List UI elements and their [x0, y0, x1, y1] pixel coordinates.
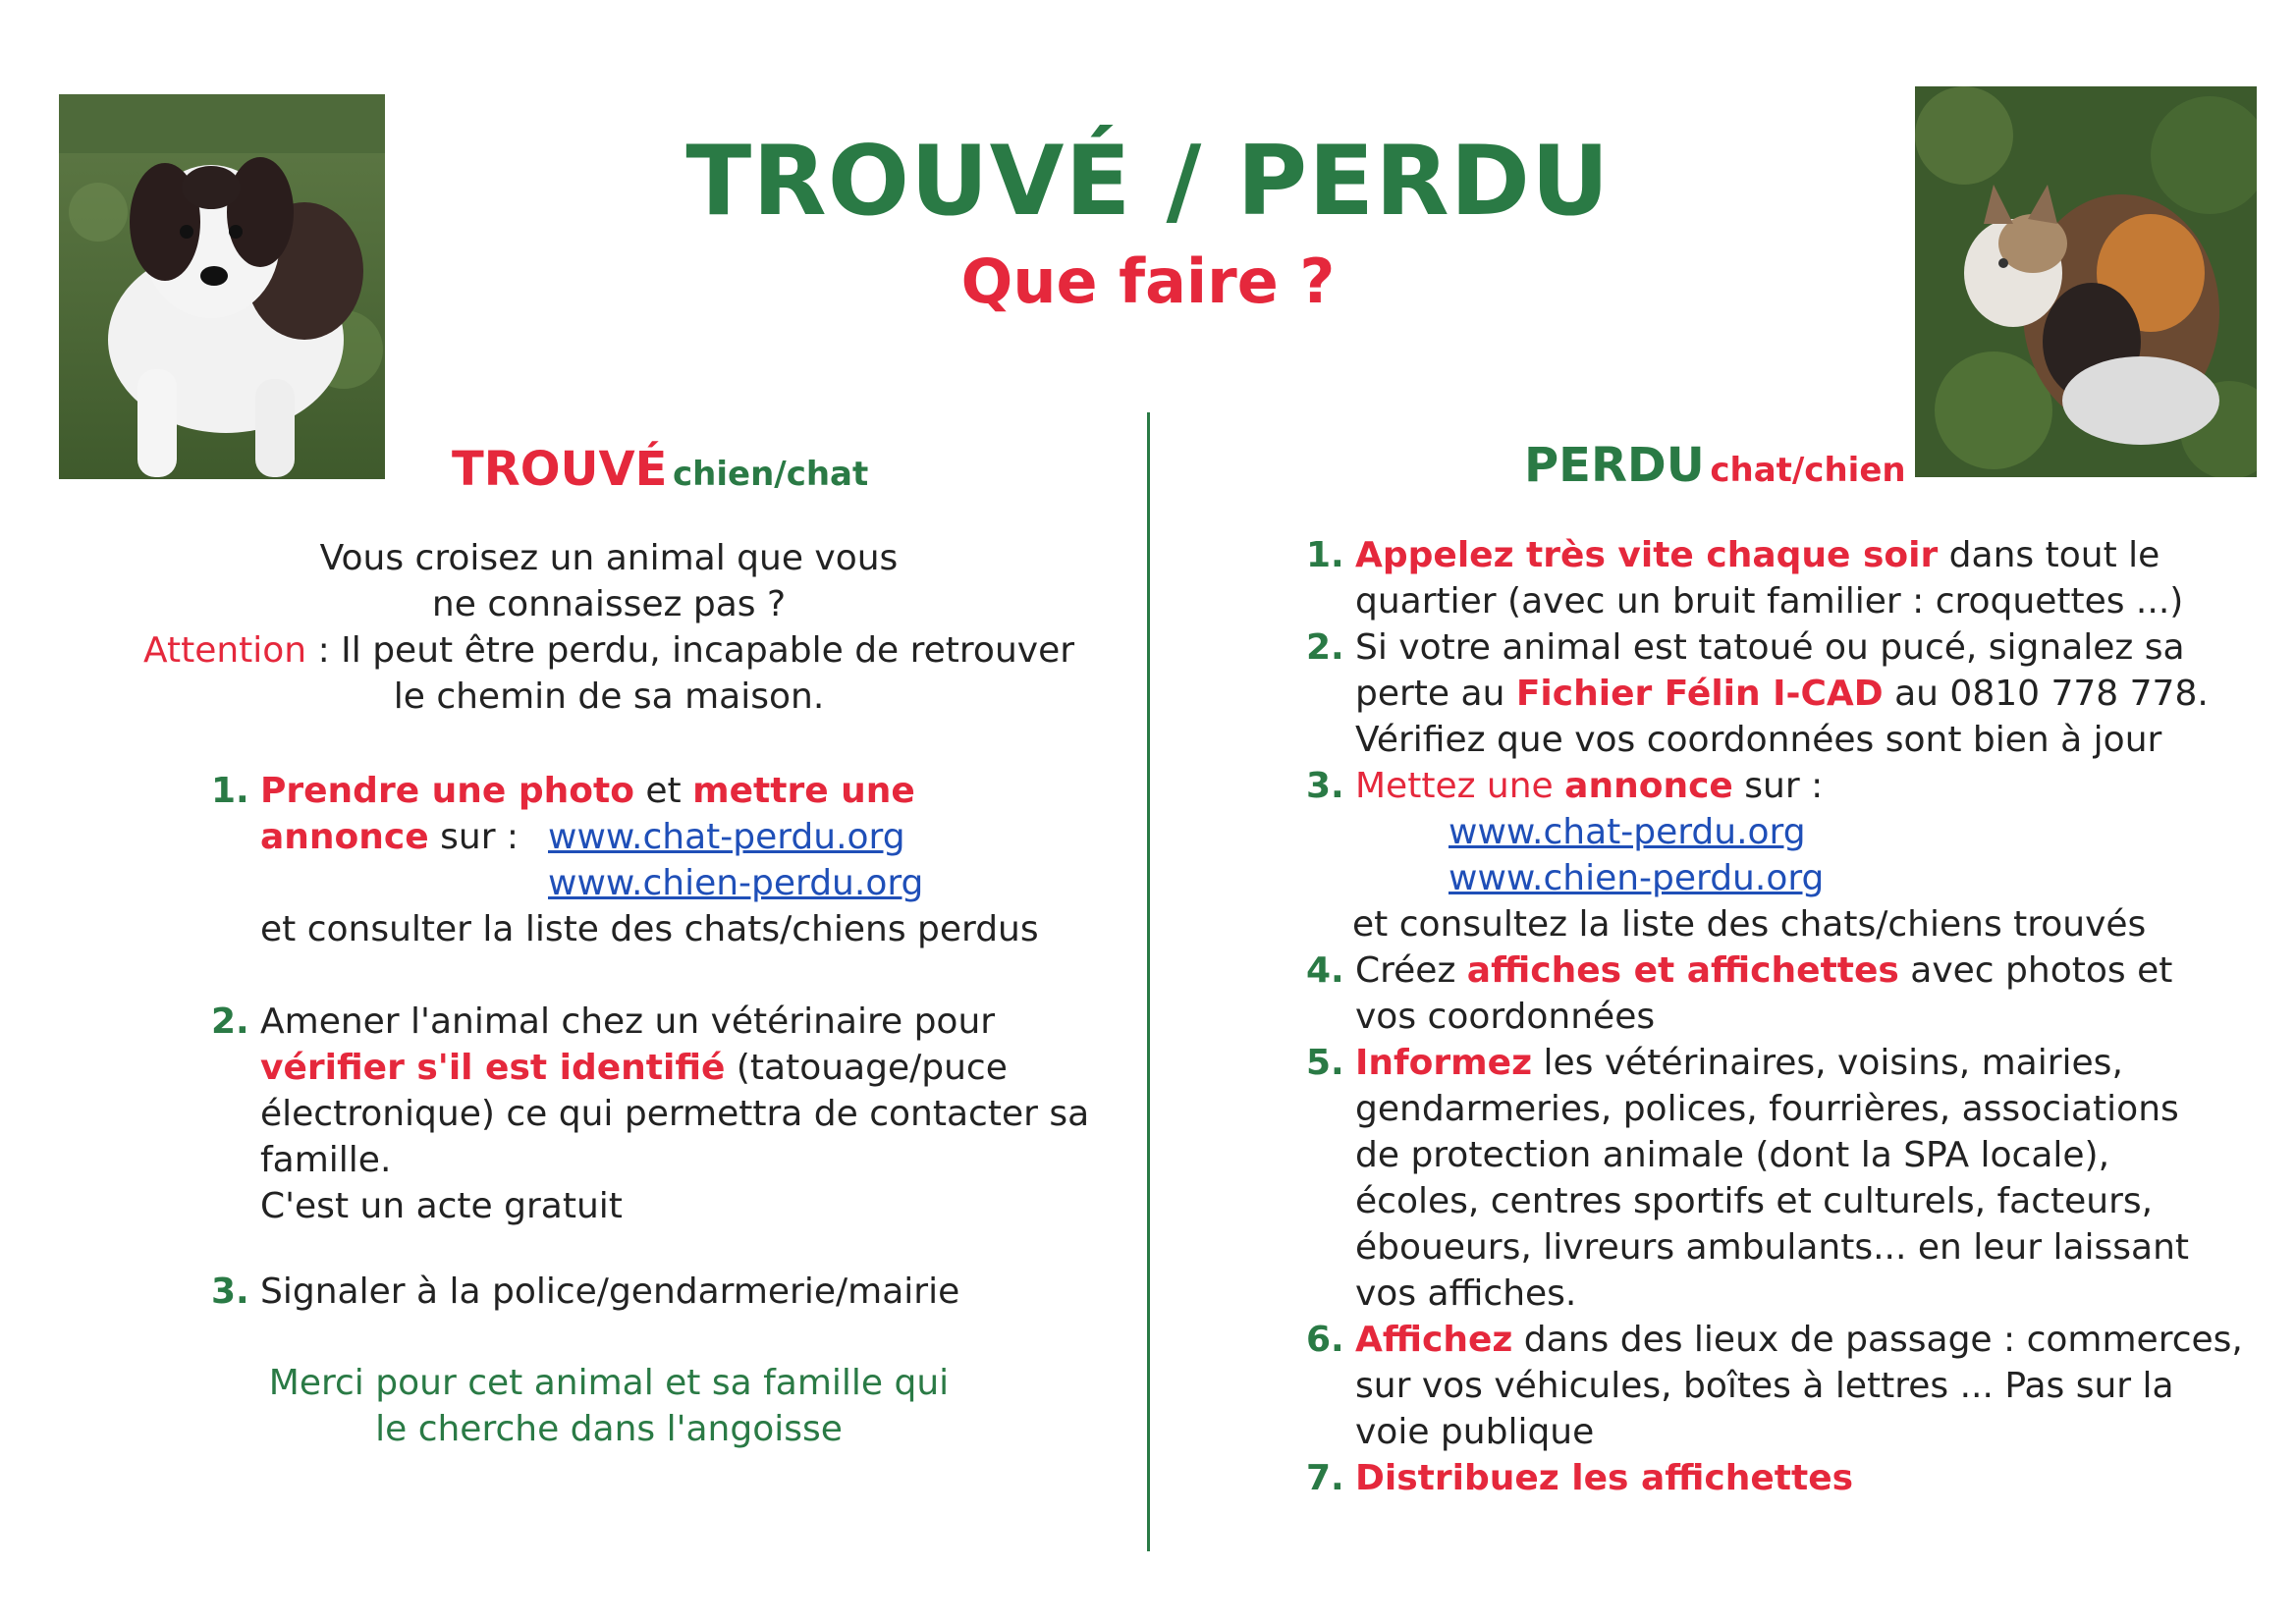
right-item4-line: [1355, 947, 2172, 994]
text: et: [633, 771, 693, 811]
intro-line: Vous croisez un animal que vous: [319, 538, 899, 578]
right-item4-number: 4.: [1306, 950, 1344, 991]
right-item1-number: 1.: [1306, 535, 1344, 575]
right-heading-sub: chat/chien: [1710, 451, 1906, 490]
page-title: TROUVÉ / PERDU: [685, 126, 1611, 238]
left-heading: [452, 442, 868, 497]
intro-line: [118, 627, 1100, 674]
emphasis: Fichier Félin I-CAD: [1515, 674, 1884, 714]
emphasis: annonce: [260, 817, 429, 857]
right-item7-number: 7.: [1306, 1458, 1344, 1498]
left-heading-main: TROUVÉ: [452, 442, 668, 497]
text: (tatouage/puce: [725, 1048, 1008, 1088]
emphasis: affiches et affichettes: [1466, 950, 1899, 991]
text: Mettez une: [1355, 766, 1565, 806]
left-heading-sub: chien/chat: [673, 455, 869, 494]
right-item6-line: [1355, 1317, 2243, 1363]
left-item3-number: 3.: [211, 1271, 249, 1312]
chat-perdu-link[interactable]: www.chat-perdu.org: [1449, 812, 1806, 852]
emphasis: Appelez très vite chaque soir: [1355, 535, 1939, 575]
chien-perdu-link[interactable]: www.chien-perdu.org: [1449, 858, 1825, 898]
right-item1-line: [1355, 532, 2159, 578]
text: Créez: [1355, 950, 1467, 991]
text: sur :: [1732, 766, 1824, 806]
emphasis: annonce: [1564, 766, 1733, 806]
intro-line: le chemin de sa maison.: [393, 676, 825, 717]
emphasis: Prendre une photo: [260, 771, 634, 811]
right-item5-line: gendarmeries, polices, fourrières, associations: [1355, 1089, 2179, 1129]
right-item5-line: écoles, centres sportifs et culturels, facteurs,: [1355, 1181, 2154, 1221]
left-item2-line: Amener l'animal chez un vétérinaire pour: [260, 1001, 996, 1042]
thanks-line: le cherche dans l'angoisse: [375, 1409, 843, 1449]
left-item1-line: [260, 768, 915, 814]
thanks-note: [118, 1360, 1100, 1452]
right-item2-line: Vérifiez que vos coordonnées sont bien à jour: [1355, 720, 2162, 760]
text: avec photos et: [1898, 950, 2173, 991]
emphasis: Informez: [1355, 1043, 1533, 1083]
left-intro: [118, 535, 1100, 720]
emphasis: Distribuez les affichettes: [1355, 1458, 1854, 1498]
attention-label: Attention: [142, 630, 307, 671]
text: dans tout le: [1938, 535, 2160, 575]
left-item2-line: électronique) ce qui permettra de contacter sa: [260, 1094, 1090, 1134]
right-item5-line: [1355, 1040, 2123, 1086]
right-item5-line: vos affiches.: [1355, 1273, 1577, 1314]
chat-perdu-link[interactable]: www.chat-perdu.org: [548, 817, 905, 857]
left-item3-line: Signaler à la police/gendarmerie/mairie: [260, 1271, 960, 1312]
text: sur :: [428, 817, 519, 857]
left-item1-line: et consulter la liste des chats/chiens perdus: [260, 909, 1039, 949]
right-item5-line: de protection animale (dont la SPA locale),: [1355, 1135, 2110, 1175]
right-item6-line: sur vos véhicules, boîtes à lettres ... Pas sur la: [1355, 1366, 2174, 1406]
text: perte au: [1355, 674, 1516, 714]
emphasis: vérifier s'il est identifié: [260, 1048, 726, 1088]
left-item1-number: 1.: [211, 771, 249, 811]
left-item2-number: 2.: [211, 1001, 249, 1042]
right-item3-line: [1355, 763, 1823, 809]
chien-perdu-link[interactable]: www.chien-perdu.org: [548, 863, 924, 903]
right-item7-line: [1355, 1455, 1853, 1501]
right-item4-line: vos coordonnées: [1355, 997, 1656, 1037]
left-item1-line: [260, 814, 519, 860]
page-subtitle: Que faire ?: [960, 245, 1336, 317]
left-item2-line: famille.: [260, 1140, 392, 1180]
intro-text: : Il peut être perdu, incapable de retrouver: [306, 630, 1075, 671]
emphasis: mettre une: [692, 771, 915, 811]
right-item3-line: et consultez la liste des chats/chiens trouvés: [1352, 904, 2147, 945]
intro-line: ne connaissez pas ?: [431, 584, 787, 624]
right-item6-number: 6.: [1306, 1320, 1344, 1360]
right-item2-line: Si votre animal est tatoué ou pucé, signalez sa: [1355, 627, 2185, 668]
emphasis: Affichez: [1355, 1320, 1513, 1360]
right-heading: [1524, 438, 1906, 493]
column-divider: [1147, 412, 1150, 1551]
text: dans des lieux de passage : commerces,: [1512, 1320, 2243, 1360]
text: les vétérinaires, voisins, mairies,: [1532, 1043, 2123, 1083]
right-item5-number: 5.: [1306, 1043, 1344, 1083]
left-item2-line: C'est un acte gratuit: [260, 1186, 623, 1226]
right-item1-line: quartier (avec un bruit familier : croquettes ...): [1355, 581, 2184, 622]
text: au 0810 778 778.: [1883, 674, 2209, 714]
right-item6-line: voie publique: [1355, 1412, 1595, 1452]
right-item2-number: 2.: [1306, 627, 1344, 668]
right-item3-number: 3.: [1306, 766, 1344, 806]
left-item2-line: [260, 1045, 1008, 1091]
right-heading-main: PERDU: [1524, 438, 1705, 493]
thanks-line: Merci pour cet animal et sa famille qui: [268, 1363, 950, 1403]
right-item5-line: éboueurs, livreurs ambulants... en leur laissant: [1355, 1227, 2190, 1268]
right-item2-line: [1355, 671, 2209, 717]
